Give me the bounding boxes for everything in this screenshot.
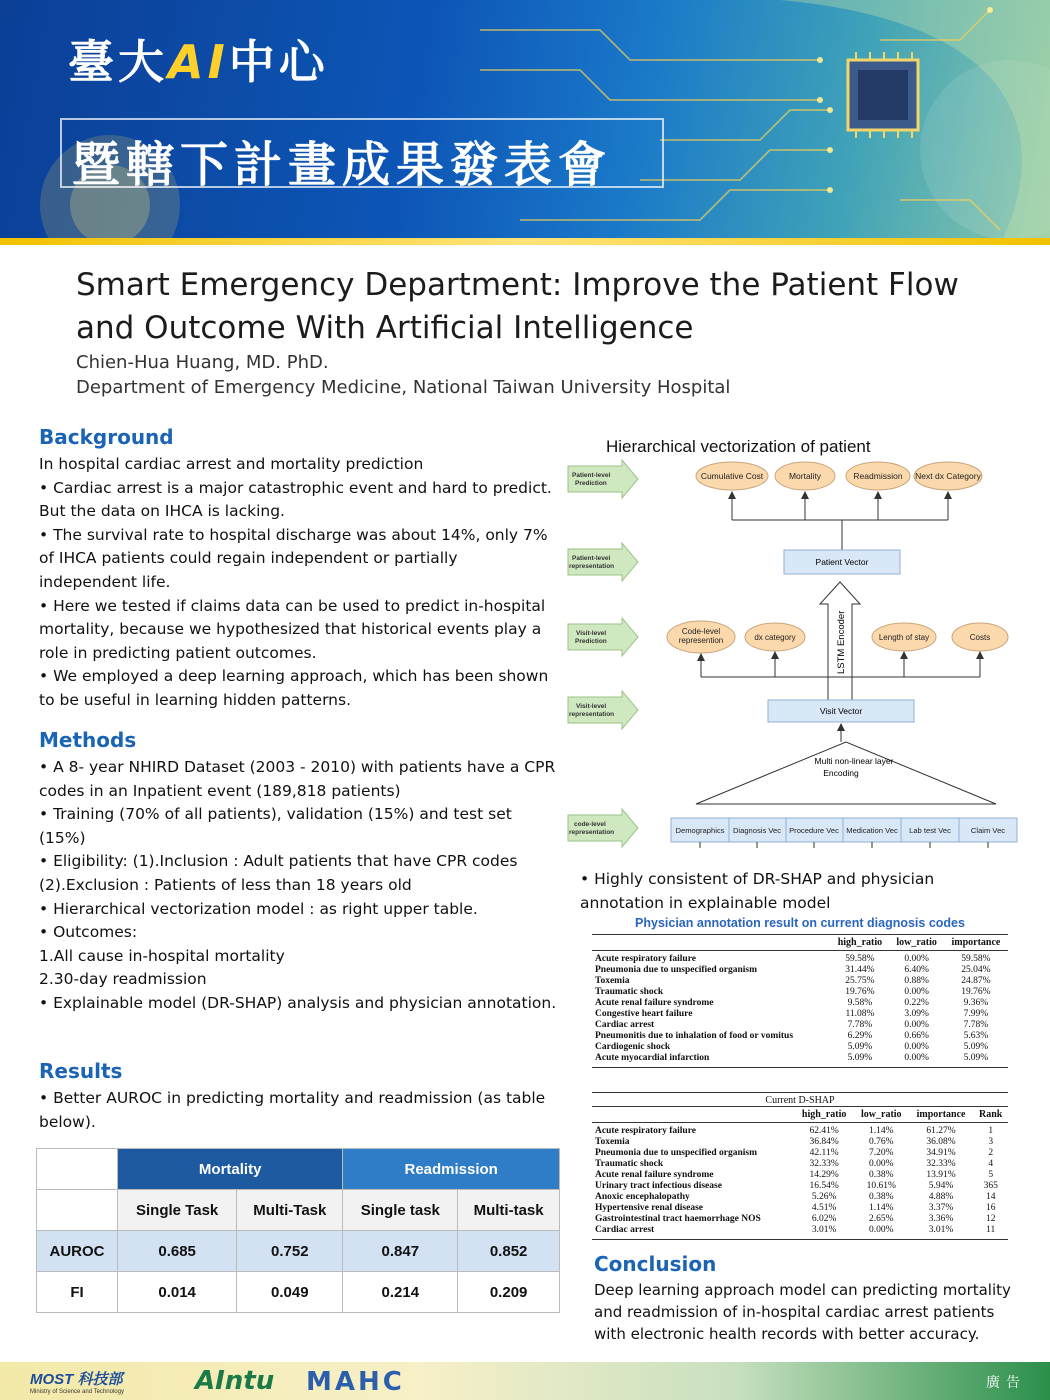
encoding-label: Encoding bbox=[823, 768, 859, 778]
table-subheader: Single Task bbox=[118, 1190, 237, 1231]
svg-text:representation: representation bbox=[569, 829, 615, 836]
methods-body bbox=[39, 756, 559, 1016]
svg-text:Visit-level: Visit-level bbox=[576, 630, 607, 637]
table-row: Pneumonia due to unspecified organism 31.44% 6.40% 25.04% bbox=[595, 965, 991, 975]
methods-heading: Methods bbox=[39, 728, 137, 752]
table-row: Gastrointestinal tract haemorrhage NOS 6.02% 2.65% 3.36% 12 bbox=[595, 1214, 996, 1224]
table-row: Traumatic shock 19.76% 0.00% 19.76% bbox=[595, 987, 991, 997]
mahc-logo: MAHC bbox=[306, 1367, 405, 1397]
table-row: Anoxic encephalopathy 5.26% 0.38% 4.88% 14 bbox=[595, 1192, 996, 1202]
patient-vector-label: Patient Vector bbox=[815, 557, 869, 567]
svg-text:representation: representation bbox=[569, 711, 615, 718]
table-row: Toxemia 36.84% 0.76% 36.08% 3 bbox=[595, 1137, 994, 1147]
column-header: high_ratio bbox=[830, 935, 889, 951]
methods-line: • Hierarchical vectorization model : as right upper table. bbox=[39, 899, 478, 918]
output-label: Cumulative Cost bbox=[700, 471, 764, 481]
svg-text:representation: representation bbox=[569, 563, 615, 570]
footer-sponsor-bar bbox=[0, 1362, 1050, 1400]
table-row: Traumatic shock 32.33% 0.00% 32.33% 4 bbox=[595, 1159, 994, 1169]
output-label: Code-level bbox=[681, 627, 721, 636]
dshap-table bbox=[592, 1106, 1008, 1240]
table-cell: 0.852 bbox=[458, 1231, 560, 1272]
banner bbox=[0, 0, 1050, 245]
svg-text:Prediction: Prediction bbox=[575, 638, 607, 645]
column-header bbox=[592, 1107, 794, 1123]
table-row: Acute respiratory failure 59.58% 0.00% 59.58% bbox=[595, 954, 991, 964]
table-row: Acute myocardial infarction 5.09% 0.00% 5.09% bbox=[592, 1053, 1008, 1068]
code-vec-label: Claim Vec bbox=[970, 826, 1006, 835]
ai-logo-text: AI bbox=[168, 35, 229, 89]
svg-text:Patient-level: Patient-level bbox=[572, 555, 611, 562]
code-vec-label: Diagnosis Vec bbox=[732, 826, 782, 835]
svg-text:Visit-level: Visit-level bbox=[576, 703, 607, 710]
output-label: Length of stay bbox=[878, 633, 930, 642]
table-row-label: AUROC bbox=[37, 1231, 118, 1272]
methods-line: • Explainable model (DR-SHAP) analysis and physician annotation. bbox=[39, 993, 557, 1012]
table-row-label: FI bbox=[37, 1272, 118, 1313]
column-header: importance bbox=[909, 1107, 974, 1123]
svg-text:Prediction: Prediction bbox=[575, 480, 607, 487]
table-row: Toxemia 25.75% 0.88% 24.87% bbox=[595, 976, 991, 986]
background-line: • The survival rate to hospital discharge was about 14%, only 7% of IHCA patients could regain independent or partially independent life. bbox=[39, 525, 548, 591]
table-row: Congestive heart failure 11.08% 3.09% 7.99% bbox=[595, 1009, 989, 1019]
column-header: low_ratio bbox=[889, 935, 943, 951]
encoding-label: Multi non-linear layer bbox=[814, 756, 894, 766]
background-line: • Cardiac arrest is a major catastrophic event and hard to predict. But the data on IHCA is lacking. bbox=[39, 478, 552, 521]
methods-line: 1.All cause in-hospital mortality bbox=[39, 946, 285, 965]
most-logo: MOST 科技部 Ministry of Science and Technology bbox=[30, 1371, 124, 1395]
background-body bbox=[39, 453, 559, 713]
table-corner-cell bbox=[37, 1190, 118, 1231]
poster-author: Chien-Hua Huang, MD. PhD. bbox=[76, 352, 329, 373]
poster-title: Smart Emergency Department: Improve the Patient Flow and Outcome With Artificial Intelligence bbox=[76, 267, 959, 346]
table-row: Acute renal failure syndrome 9.58% 0.22% 9.36% bbox=[595, 998, 989, 1008]
side-label-visit-representation bbox=[568, 691, 638, 729]
results-heading: Results bbox=[39, 1059, 123, 1083]
code-vec-label: Procedure Vec bbox=[789, 826, 839, 835]
hierarchical-vectorization-diagram bbox=[566, 432, 1026, 852]
physician-annotation-table bbox=[592, 916, 1008, 1068]
column-header: high_ratio bbox=[794, 1107, 853, 1123]
banner-title-main: 臺大AI中心 bbox=[68, 35, 329, 89]
side-label-visit-prediction bbox=[568, 618, 638, 656]
table-row: Pneumonitis due to inhalation of food or vomitus 6.29% 0.66% 5.63% bbox=[595, 1031, 989, 1041]
column-header: Rank bbox=[973, 1107, 1008, 1123]
methods-line: • Training (70% of all patients), validation (15%) and test set (15%) bbox=[39, 805, 512, 847]
output-label: Readmission bbox=[853, 471, 903, 481]
physician-table-title: Physician annotation result on current diagnosis codes bbox=[635, 916, 965, 930]
methods-line: • Eligibility: (1).Inclusion : Adult patients that have CPR codes (2).Exclusion : Patients of less than 18 years old bbox=[39, 852, 518, 894]
table-cell: 0.752 bbox=[237, 1231, 343, 1272]
lstm-encoder-label: LSTM Encoder bbox=[836, 610, 847, 674]
table-subheader: Multi-Task bbox=[237, 1190, 343, 1231]
column-header bbox=[592, 935, 830, 951]
background-heading: Background bbox=[39, 425, 174, 449]
dshap-table-block bbox=[592, 1092, 1008, 1240]
table-row: Urinary tract infectious disease 16.54% 10.61% 5.94% 365 bbox=[595, 1181, 998, 1191]
column-header: low_ratio bbox=[854, 1107, 909, 1123]
side-label-patient-prediction bbox=[568, 460, 638, 498]
most-logo-subtitle: Ministry of Science and Technology bbox=[30, 1389, 124, 1395]
side-label-code-representation bbox=[568, 809, 638, 847]
table-row bbox=[37, 1272, 560, 1313]
dshap-table-caption: Current D-SHAP bbox=[592, 1092, 1008, 1106]
code-vec-label: Lab test Vec bbox=[909, 826, 951, 835]
physician-table bbox=[592, 934, 1008, 1068]
svg-text:Patient-level: Patient-level bbox=[572, 472, 611, 479]
background-line: • Here we tested if claims data can be used to predict in-hospital mortality, because we hypothesized that historical events play a role in predicting patient outcomes. bbox=[39, 596, 546, 662]
conclusion-heading: Conclusion bbox=[594, 1252, 717, 1276]
table-group-readmission: Readmission bbox=[343, 1149, 560, 1190]
table-cell: 0.685 bbox=[118, 1231, 237, 1272]
results-table bbox=[36, 1148, 560, 1313]
results-text: • Better AUROC in predicting mortality and readmission (as table below). bbox=[39, 1089, 546, 1131]
table-cell: 0.014 bbox=[118, 1272, 237, 1313]
table-corner-cell bbox=[37, 1149, 118, 1190]
banner-divider bbox=[0, 238, 1050, 245]
column-header: importance bbox=[944, 935, 1008, 951]
banner-subtitle: 暨轄下計畫成果發表會 bbox=[72, 137, 613, 193]
dr-shap-note: • Highly consistent of DR-SHAP and physician annotation in explainable model bbox=[580, 870, 935, 912]
code-vec-label: Medication Vec bbox=[846, 826, 898, 835]
background-line: • We employed a deep learning approach, which has been shown to be useful in learning hidden patterns. bbox=[39, 667, 549, 709]
side-label-patient-representation bbox=[568, 543, 638, 581]
table-group-mortality: Mortality bbox=[118, 1149, 343, 1190]
table-row: Acute renal failure syndrome 14.29% 0.38% 13.91% 5 bbox=[595, 1170, 994, 1180]
ad-label: 廣告 bbox=[986, 1375, 1026, 1391]
output-label: Mortality bbox=[788, 471, 822, 481]
output-label: represention bbox=[678, 636, 724, 645]
code-vec-label: Demographics bbox=[675, 826, 725, 835]
methods-line: • A 8- year NHIRD Dataset (2003 - 2010) with patients have a CPR codes in an Inpatient event (189,818 patients) bbox=[39, 758, 556, 800]
poster-department: Department of Emergency Medicine, National Taiwan University Hospital bbox=[76, 377, 731, 398]
background-line: In hospital cardiac arrest and mortality prediction bbox=[39, 455, 424, 473]
table-row: Hypertensive renal disease 4.51% 1.14% 3.37% 16 bbox=[595, 1203, 996, 1213]
table-cell: 0.847 bbox=[343, 1231, 458, 1272]
diagram-title: Hierarchical vectorization of patient bbox=[606, 437, 871, 456]
table-cell: 0.209 bbox=[458, 1272, 560, 1313]
table-row: Pneumonia due to unspecified organism 42.11% 7.20% 34.91% 2 bbox=[595, 1148, 994, 1158]
output-label: dx category bbox=[754, 633, 796, 642]
table-row: Cardiac arrest 7.78% 0.00% 7.78% bbox=[595, 1020, 989, 1030]
table-subheader: Multi-task bbox=[458, 1190, 560, 1231]
banner-subtitle-box bbox=[60, 118, 664, 193]
aintu-logo: AIntu bbox=[195, 1366, 275, 1396]
methods-line: • Outcomes: bbox=[39, 923, 138, 942]
table-subheader: Single task bbox=[343, 1190, 458, 1231]
table-row: Acute respiratory failure 62.41% 1.14% 61.27% 1 bbox=[595, 1126, 994, 1136]
table-row: Cardiac arrest 3.01% 0.00% 3.01% 11 bbox=[592, 1225, 1008, 1240]
svg-text:code-level: code-level bbox=[574, 821, 606, 828]
visit-vector-label: Visit Vector bbox=[819, 706, 863, 716]
conclusion-text: Deep learning approach model can predicting mortality and readmission of in-hospital cardiac arrest patients with electronic health records with better accuracy. bbox=[594, 1281, 1011, 1343]
output-label: Costs bbox=[969, 633, 991, 642]
table-row: Cardiogenic shock 5.09% 0.00% 5.09% bbox=[595, 1042, 989, 1052]
table-cell: 0.049 bbox=[237, 1272, 343, 1313]
output-label: Next dx Category bbox=[915, 471, 981, 481]
table-cell: 0.214 bbox=[343, 1272, 458, 1313]
methods-line: 2.30-day readmission bbox=[39, 970, 207, 989]
table-row bbox=[37, 1231, 560, 1272]
